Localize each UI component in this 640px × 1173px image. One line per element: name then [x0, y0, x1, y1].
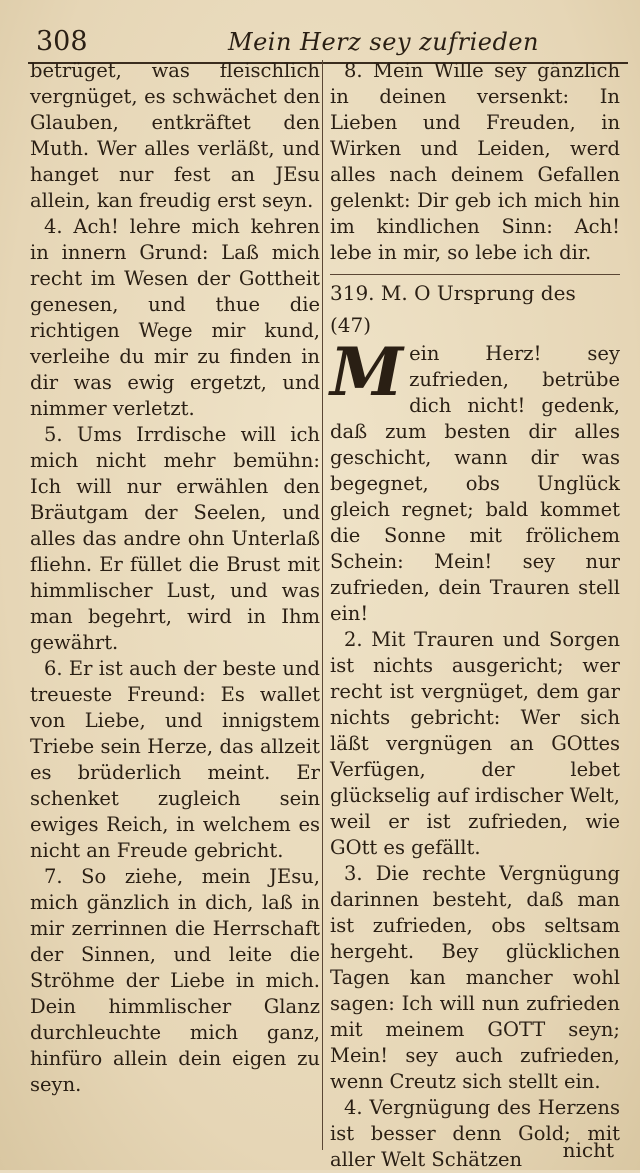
column-divider — [322, 60, 323, 1150]
stanza-6: 6. Er ist auch der beste und treueste Freund: Es wallet von Liebe, und innigstem Triebe sein Herze, das allzeit es brüderlich meint. Er schenket zugleich sein ewiges Reich, in welchem es nicht an Freude gebricht. — [30, 657, 320, 862]
right-column — [330, 58, 620, 1173]
stanza-5: 5. Ums Irrdische will ich mich nicht mehr bemühn: Ich will nur erwählen den Bräutgam der Seelen, und alles das andre ohn Unterlaß fliehn. Er füllet die Brust mit himmlischer Lust, und was man begehrt, wird in Ihm gewährt. — [30, 423, 320, 654]
hymn-stanza-2: 2. Mit Trauren und Sorgen ist nichts ausgericht; wer recht ist vergnüget, dem gar nichts gebricht: Wer sich läßt vergnügen an GOttes Verfügen, der lebet glückselig auf irdischer Welt, weil er ist zufrieden, wie GOtt es gefällt. — [330, 628, 620, 859]
hymn-stanza-3: 3. Die rechte Vergnügung darinnen besteht, daß man ist zufrieden, obs seltsam hergeht. Bey glücklichen Tagen kan mancher wohl sagen: Ich will nun zufrieden mit meinem GOTT seyn; Mein! sey auch zufrieden, wenn Creutz sich stellt ein. — [330, 862, 620, 1093]
left-column — [30, 58, 320, 1098]
stanza-7: 7. So ziehe, mein JEsu, mich gänzlich in dich, laß in mir zerrinnen die Herrschaft der Sinnen, und leite die Ströhme der Liebe in mich. Dein himmlischer Glanz durchleuchte mich ganz, hinfüro allein dein eigen zu seyn. — [30, 865, 320, 1096]
drop-cap: M — [330, 333, 404, 411]
catchword: nicht — [562, 1138, 614, 1162]
stanza-4: 4. Ach! lehre mich kehren in innern Grund: Laß mich recht im Wesen der Gottheit genesen, und thue die richtigen Wege mir kund, verleihe du mir zu finden in dir was ewig ergetzt, und nimmer verletzt. — [30, 215, 320, 420]
page-number: 308 — [36, 26, 88, 57]
stanza-continuation: betrüget, was fleischlich vergnüget, es schwächet den Glauben, entkräftet den Muth. Wer alles verläßt, und hanget nur fest an JEsu allein, kan freudig erst seyn. — [30, 59, 320, 212]
hymn-heading: 319. M. O Ursprung des (47) — [330, 274, 620, 341]
hymn-stanza-1-text: ein Herz! sey zufrieden, betrübe dich nicht! gedenk, daß zum besten dir alles geschicht, wann dir was begegnet, obs Unglück gleich regnet; bald kommet die Sonne mit frölichem Schein: Mein! sey nur zufrieden, dein Trauren stell ein! — [330, 342, 620, 625]
hymn-stanza-1 — [330, 333, 620, 627]
stanza-8: 8. Mein Wille sey gänzlich in deinen versenkt: In Lieben und Freuden, in Wirken und Leiden, werd alles nach deinem Gefallen gelenkt: Dir geb ich mich hin im kindlichen Sinn: Ach! lebe in mir, so lebe ich dir. — [330, 59, 620, 264]
running-title: Mein Herz sey zufrieden — [228, 28, 539, 56]
hymn-stanza-4: 4. Vergnügung des Herzens ist besser denn Gold; mit aller Welt Schätzen — [330, 1096, 620, 1171]
